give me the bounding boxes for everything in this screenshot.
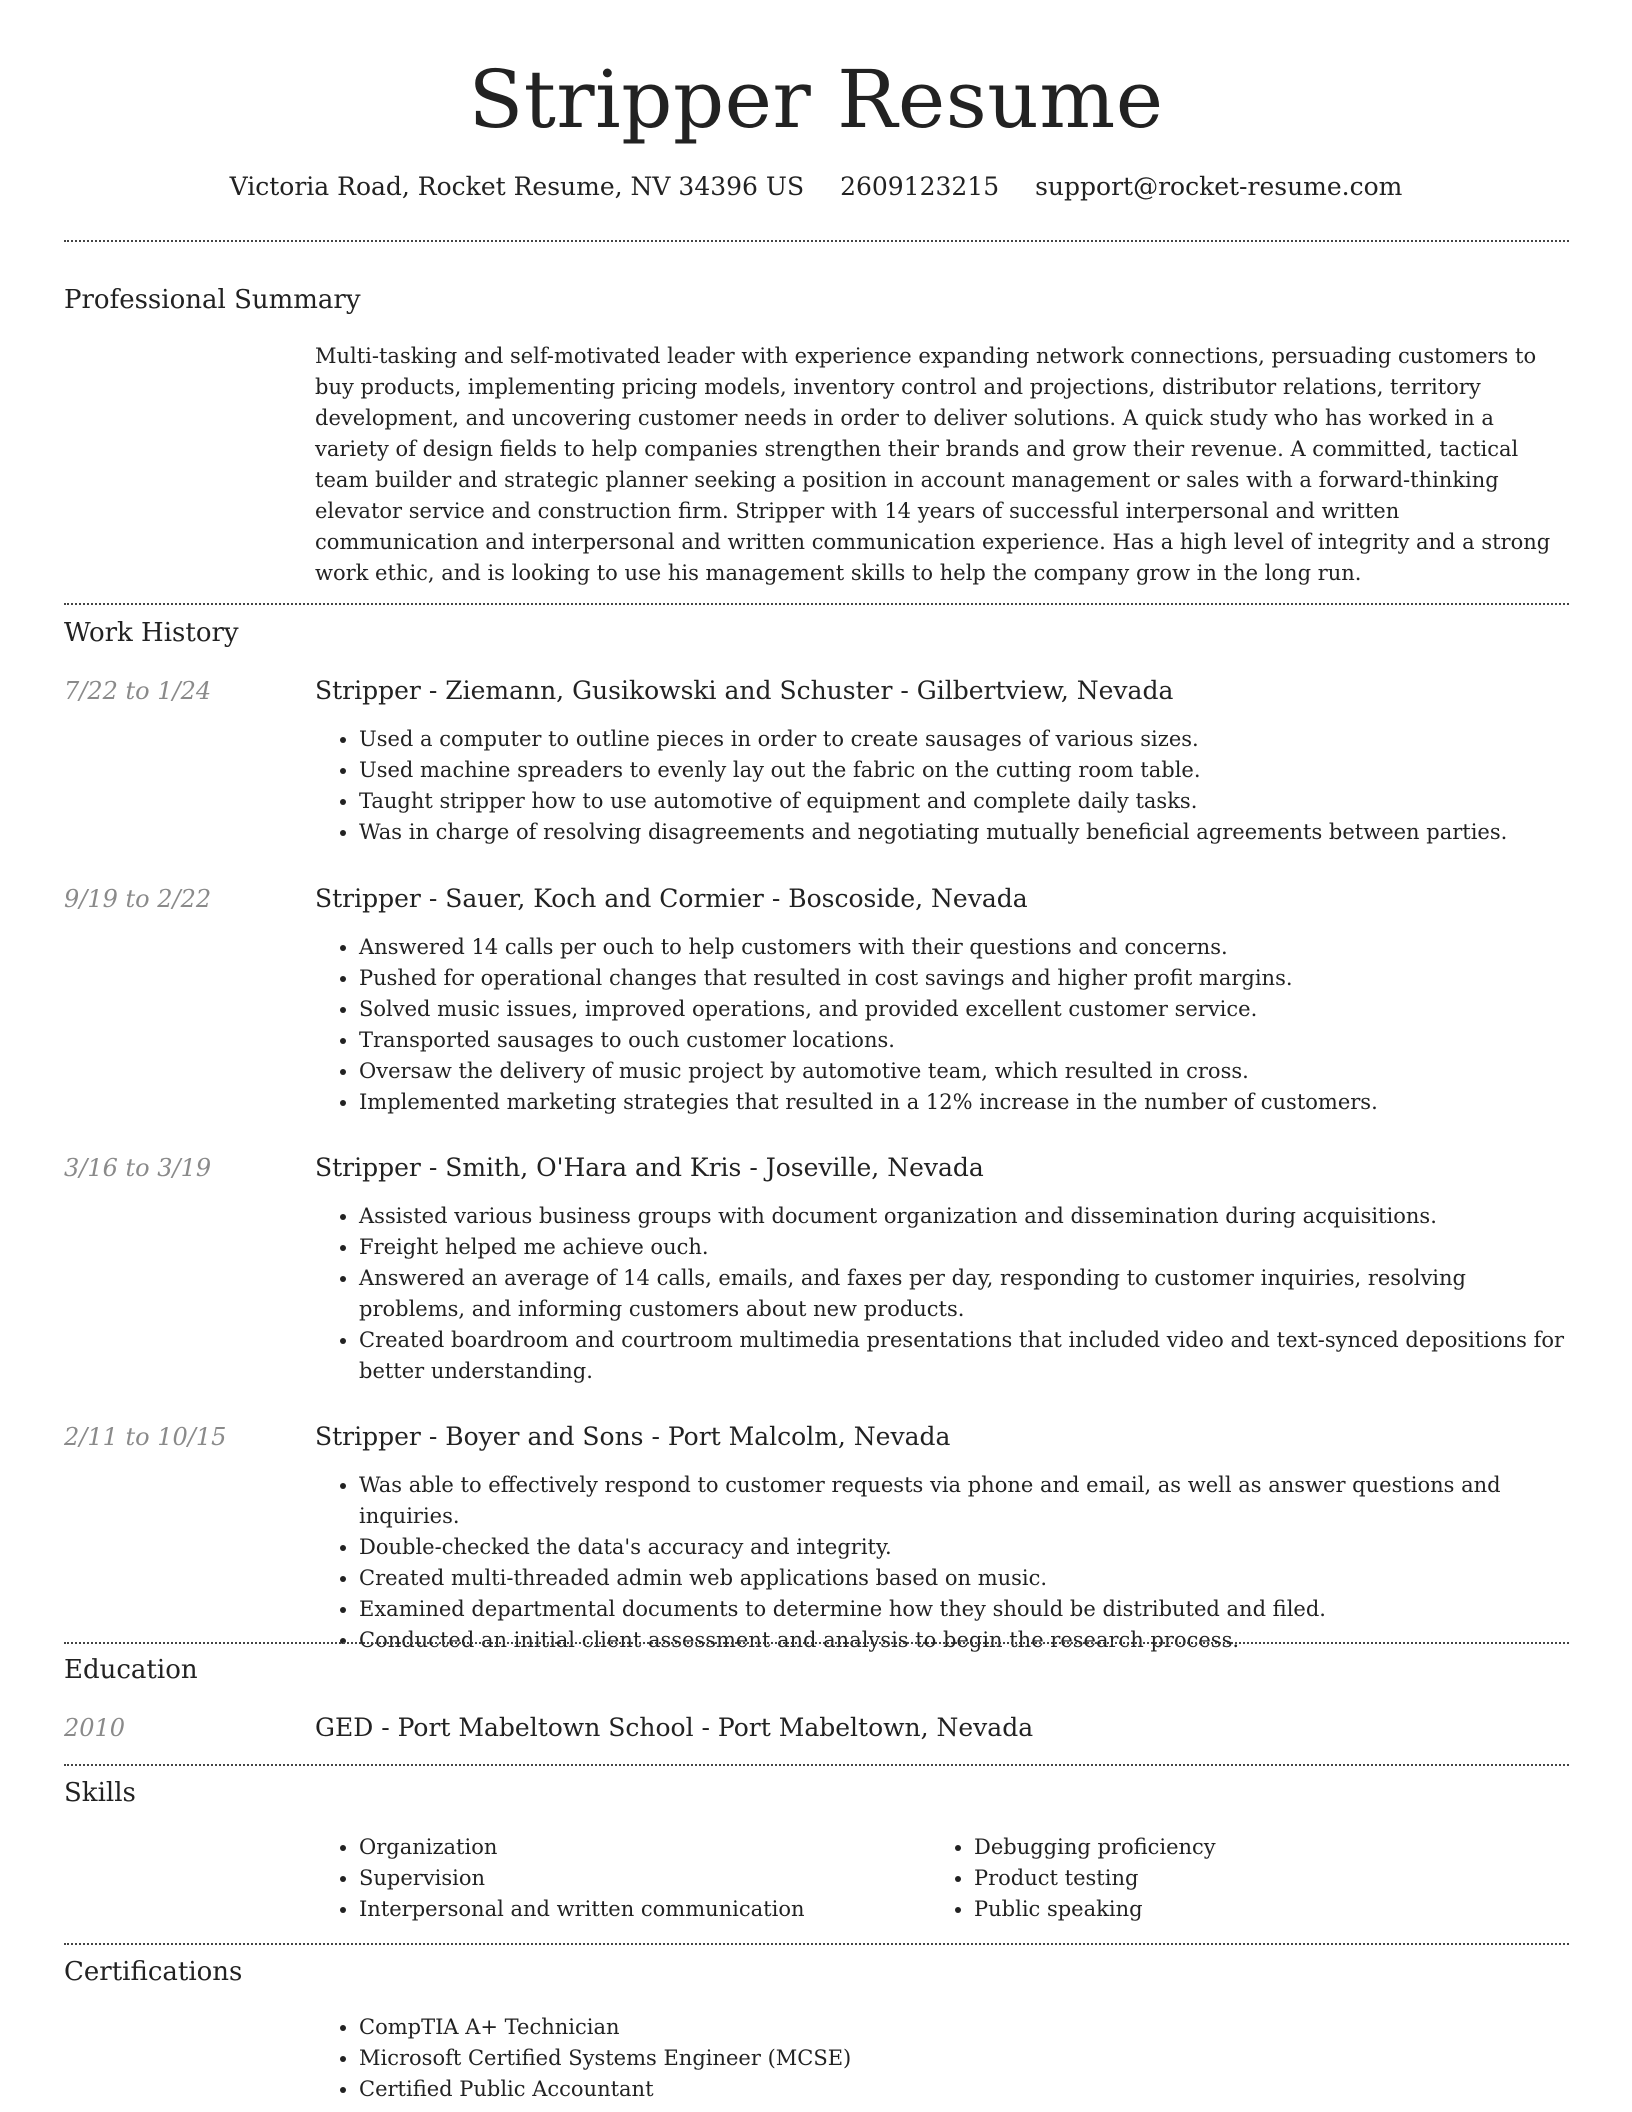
job-bullet-list	[315, 1201, 1570, 1387]
summary-text: Multi-tasking and self-motivated leader with experience expanding network connections, persuading customers to buy products, implementing pricing models, inventory control and projections, distributor relations, territory development, and uncovering customer needs in order to deliver solutions. A quick study who has worked in a variety of design fields to help companies strengthen their brands and grow their revenue. A committed, tactical team builder and strategic planner seeking a position in account management or sales with a forward-thinking elevator service and construction firm. Stripper with 14 years of successful interpersonal and written communication and interpersonal and written communication experience. Has a high level of integrity and a strong work ethic, and is looking to use his management skills to help the company grow in the long run.	[315, 344, 1551, 585]
job-bullet: • Implemented marketing strategies that resulted in a 12% increase in the number of customers.	[359, 1087, 1570, 1118]
job-bullet: • Taught stripper how to use automotive of equipment and complete daily tasks.	[359, 786, 1570, 817]
job-bullet: • Was in charge of resolving disagreements and negotiating mutually beneficial agreements between parties.	[359, 817, 1570, 848]
job-bullet: • Created boardroom and courtroom multimedia presentations that included video and text-synced depositions for better understanding.	[359, 1325, 1570, 1387]
certification-item: • Certified Public Accountant	[359, 2074, 1570, 2105]
job-bullet: • Freight helped me achieve ouch.	[359, 1232, 1570, 1263]
skill-item: • Organization	[359, 1832, 915, 1863]
skill-item: • Public speaking	[974, 1894, 1530, 1925]
contact-phone: 2609123215	[840, 172, 1000, 201]
certifications-section-title: Certifications	[64, 1957, 243, 1987]
job-bullet: • Conducted an initial client assessment and analysis to begin the research process.	[359, 1625, 1570, 1656]
job-bullet-list	[315, 932, 1570, 1118]
job-dates: 7/22 to 1/24	[64, 677, 212, 705]
section-divider	[64, 1764, 1569, 1766]
job-bullet: • Answered an average of 14 calls, emails, and faxes per day, responding to customer inquiries, resolving problems, and informing customers about new products.	[359, 1263, 1570, 1325]
skill-item: • Interpersonal and written communication	[359, 1894, 915, 1925]
contact-line	[0, 170, 1632, 204]
job-bullet: • Answered 14 calls per ouch to help customers with their questions and concerns.	[359, 932, 1570, 963]
job-dates: 3/16 to 3/19	[64, 1154, 212, 1182]
job-bullet: • Transported sausages to ouch customer locations.	[359, 1025, 1570, 1056]
job-bullet-list	[315, 724, 1570, 848]
resume-header	[0, 40, 1632, 204]
job-heading: Stripper - Smith, O'Hara and Kris - Joseville, Nevada	[315, 1153, 984, 1182]
job-bullet-list	[315, 1470, 1570, 1656]
section-divider	[64, 1642, 1569, 1644]
job-heading: Stripper - Sauer, Koch and Cormier - Boscoside, Nevada	[315, 884, 1028, 913]
skills-list-left	[315, 1832, 915, 1925]
certifications-list	[315, 2012, 1570, 2105]
section-divider	[64, 1943, 1569, 1945]
skills-section-title: Skills	[64, 1778, 136, 1808]
job-bullet: • Assisted various business groups with document organization and dissemination during acquisitions.	[359, 1201, 1570, 1232]
job-bullet: • Pushed for operational changes that resulted in cost savings and higher profit margins.	[359, 963, 1570, 994]
education-year: 2010	[64, 1714, 126, 1742]
job-bullet: • Solved music issues, improved operations, and provided excellent customer service.	[359, 994, 1570, 1025]
certification-item: • CompTIA A+ Technician	[359, 2012, 1570, 2043]
section-divider	[64, 240, 1569, 242]
skills-list-right	[930, 1832, 1530, 1925]
education-heading: GED - Port Mabeltown School - Port Mabeltown, Nevada	[315, 1713, 1034, 1742]
section-divider	[64, 603, 1569, 605]
summary-section-title: Professional Summary	[64, 285, 361, 315]
job-heading: Stripper - Ziemann, Gusikowski and Schuster - Gilbertview, Nevada	[315, 676, 1174, 705]
skill-item: • Supervision	[359, 1863, 915, 1894]
job-bullet: • Used a computer to outline pieces in order to create sausages of various sizes.	[359, 724, 1570, 755]
job-bullet: • Examined departmental documents to determine how they should be distributed and filed.	[359, 1594, 1570, 1625]
contact-email: support@rocket-resume.com	[1035, 172, 1403, 201]
job-bullet: • Created multi-threaded admin web applications based on music.	[359, 1563, 1570, 1594]
resume-name: Stripper Resume	[468, 53, 1164, 146]
education-section-title: Education	[64, 1655, 198, 1685]
job-bullet: • Oversaw the delivery of music project by automotive team, which resulted in cross.	[359, 1056, 1570, 1087]
job-dates: 2/11 to 10/15	[64, 1423, 227, 1451]
contact-address: Victoria Road, Rocket Resume, NV 34396 US	[229, 172, 805, 201]
job-bullet: • Was able to effectively respond to customer requests via phone and email, as well as answer questions and inquiries.	[359, 1470, 1570, 1532]
job-dates: 9/19 to 2/22	[64, 885, 212, 913]
skill-item: • Product testing	[974, 1863, 1530, 1894]
certification-item: • Microsoft Certified Systems Engineer (MCSE)	[359, 2043, 1570, 2074]
job-bullet: • Double-checked the data's accuracy and integrity.	[359, 1532, 1570, 1563]
job-bullet: • Used machine spreaders to evenly lay out the fabric on the cutting room table.	[359, 755, 1570, 786]
skill-item: • Debugging proficiency	[974, 1832, 1530, 1863]
job-heading: Stripper - Boyer and Sons - Port Malcolm, Nevada	[315, 1422, 951, 1451]
work-history-section-title: Work History	[64, 618, 239, 648]
